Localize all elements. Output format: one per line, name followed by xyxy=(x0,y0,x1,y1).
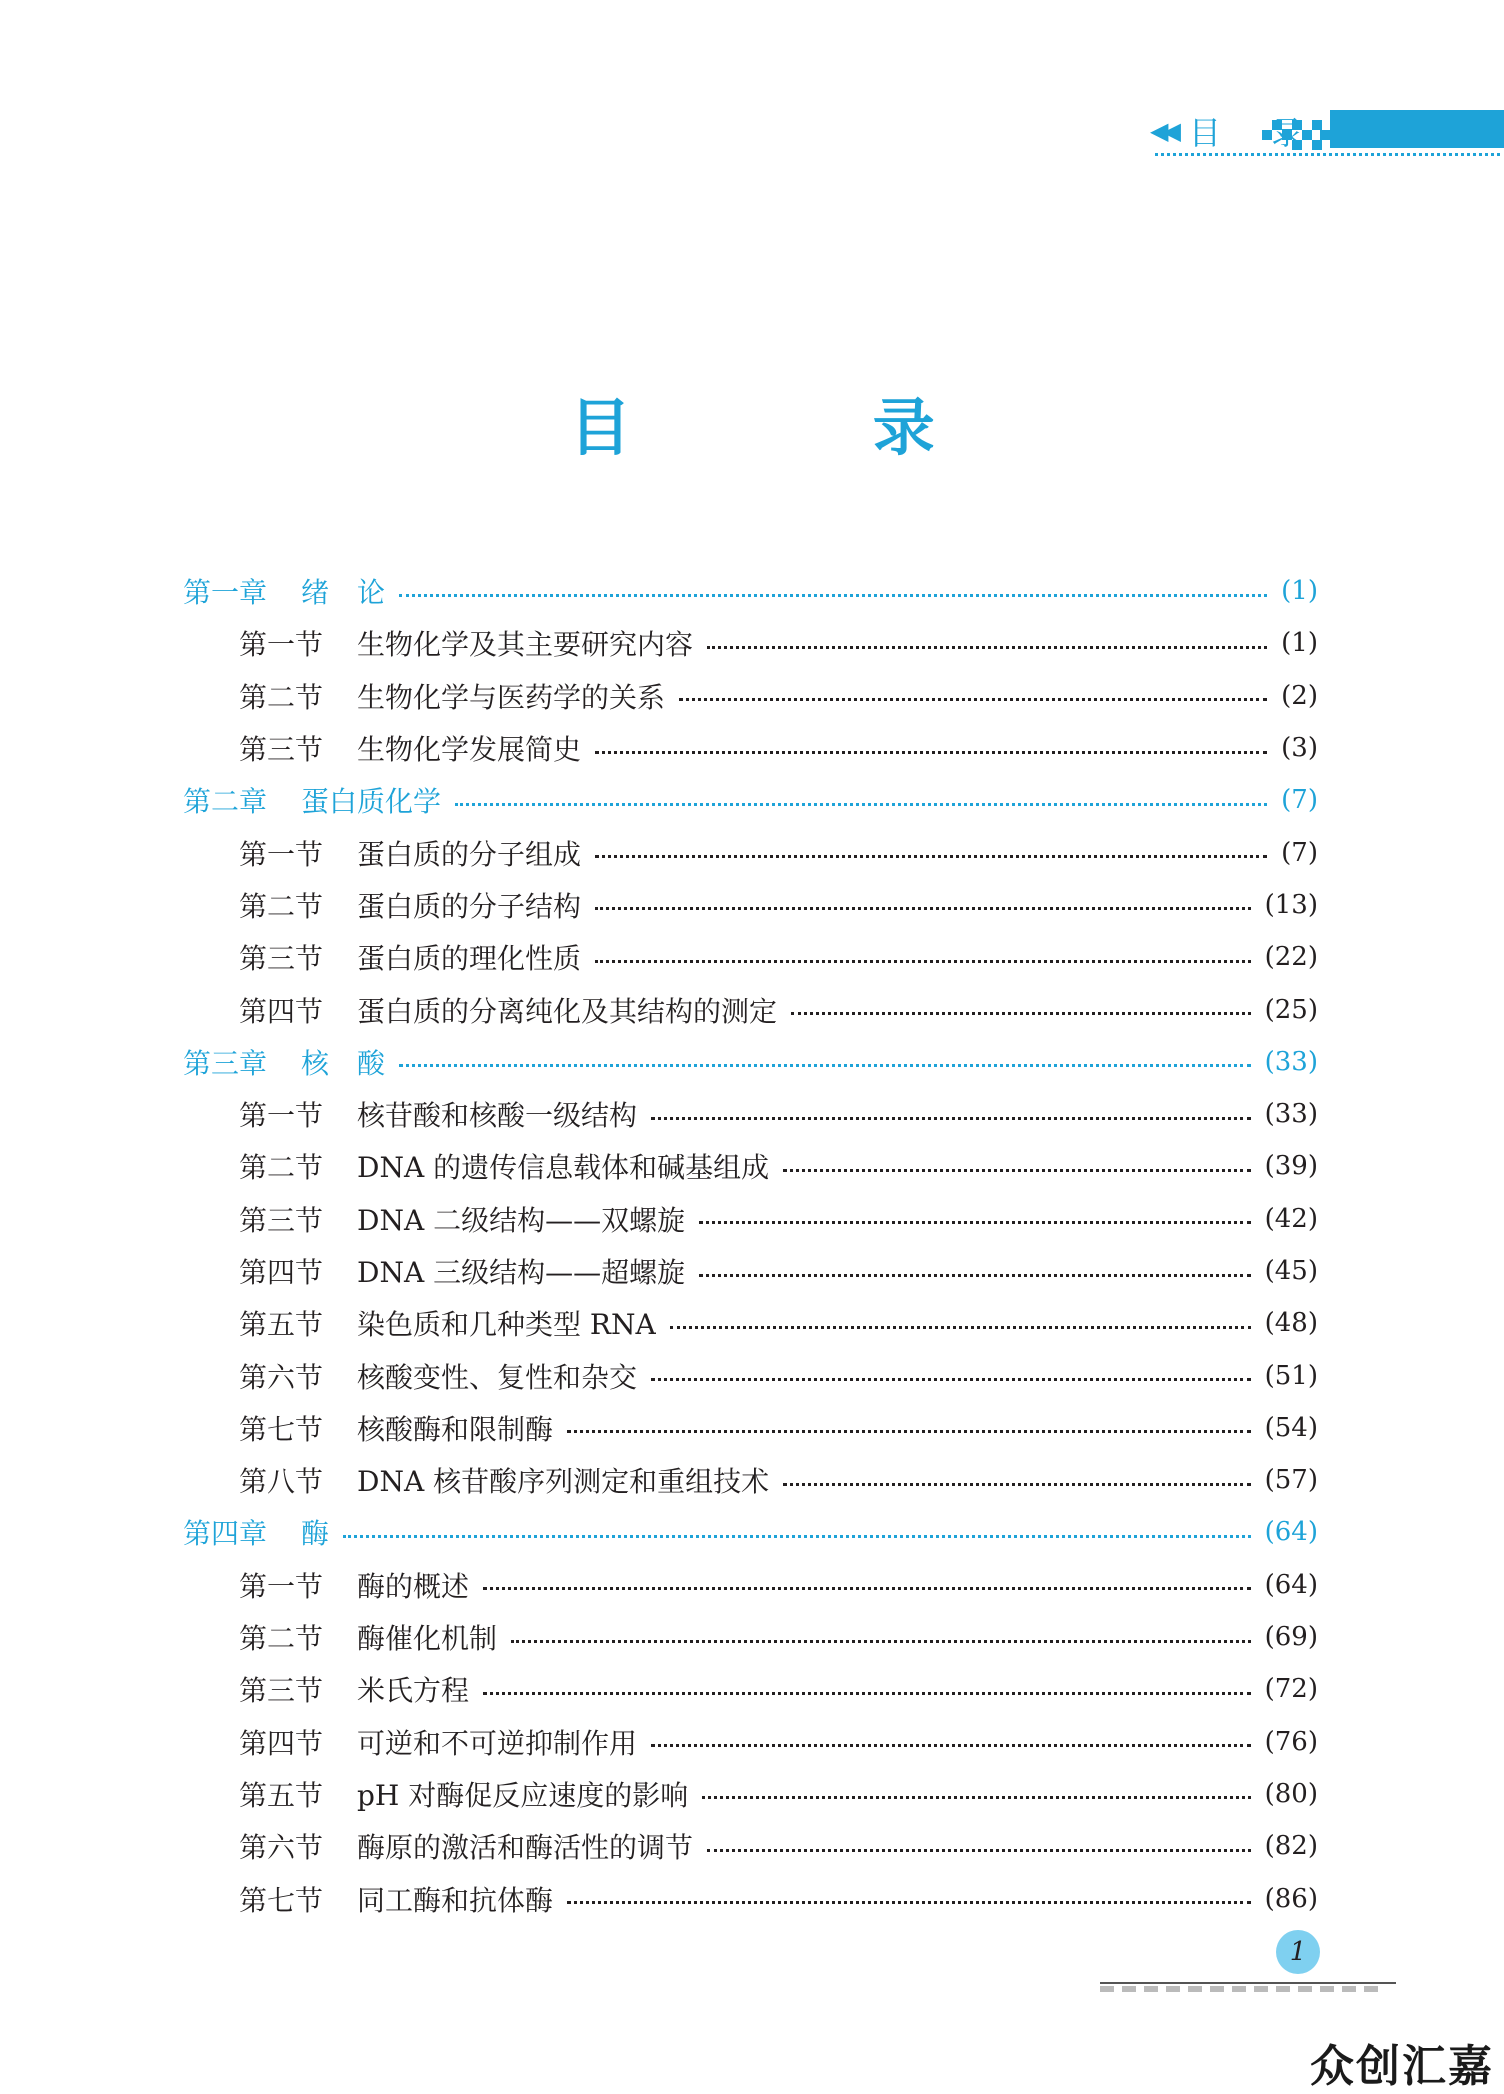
toc-page-number: (33) xyxy=(1264,1046,1318,1077)
toc-page-number: (7) xyxy=(1281,837,1318,868)
toc-section-row[interactable] xyxy=(183,1820,1318,1872)
toc-page-number: (13) xyxy=(1264,889,1318,920)
toc-section-row[interactable] xyxy=(183,1559,1318,1611)
toc-entry-number: 第一章 xyxy=(183,576,268,610)
toc-section-row[interactable] xyxy=(183,722,1318,774)
toc-entry-title: 染色质和几种类型 RNA xyxy=(357,1308,656,1342)
toc-entry-number: 第一节 xyxy=(239,1099,324,1133)
toc-entry-number: 第四章 xyxy=(183,1517,268,1551)
toc-leader-dots xyxy=(783,1483,1251,1486)
toc-page-number: (86) xyxy=(1264,1883,1318,1914)
toc-entry-title: 核酸变性、复性和杂交 xyxy=(357,1360,638,1394)
toc-leader-dots xyxy=(707,1849,1251,1852)
toc-section-row[interactable] xyxy=(183,1402,1318,1454)
toc-entry-label xyxy=(239,623,693,663)
toc-leader-dots xyxy=(670,1326,1251,1329)
toc-entry-number: 第七节 xyxy=(239,1412,324,1446)
toc-entry-number: 第三节 xyxy=(239,733,324,767)
toc-entry-label xyxy=(239,676,665,716)
toc-section-row[interactable] xyxy=(183,1716,1318,1768)
toc-leader-dots xyxy=(595,751,1267,754)
toc-entry-number: 第一节 xyxy=(239,628,324,662)
toc-entry-label xyxy=(239,1094,637,1134)
toc-entry-label xyxy=(239,1303,656,1343)
toc-leader-dots xyxy=(699,1221,1251,1224)
toc-section-row[interactable] xyxy=(183,1245,1318,1297)
toc-page-number: (33) xyxy=(1264,1099,1318,1130)
toc-leader-dots xyxy=(483,1692,1251,1695)
toc-section-row[interactable] xyxy=(183,931,1318,983)
toc-section-row[interactable] xyxy=(183,1297,1318,1349)
watermark: 众创汇嘉 xyxy=(1310,2041,1494,2092)
toc-entry-title: 生物化学与医药学的关系 xyxy=(357,680,666,714)
toc-page-number: (51) xyxy=(1264,1360,1318,1391)
toc-entry-number: 第二章 xyxy=(183,785,268,819)
toc-entry-title: 核苷酸和核酸一级结构 xyxy=(357,1099,638,1133)
toc-entry-title: 酶原的激活和酶活性的调节 xyxy=(357,1831,694,1865)
toc-entry-title: DNA 的遗传信息载体和碱基组成 xyxy=(357,1151,770,1185)
toc-page-number: (25) xyxy=(1264,994,1318,1025)
toc-leader-dots xyxy=(679,698,1267,701)
toc-entry-number: 第一节 xyxy=(239,1569,324,1603)
toc-page-number: (42) xyxy=(1264,1203,1318,1234)
toc-section-row[interactable] xyxy=(183,879,1318,931)
toc-page-number: (1) xyxy=(1281,628,1318,659)
header-blue-bar xyxy=(1330,110,1504,148)
toc-entry-number: 第四节 xyxy=(239,1726,324,1760)
toc-section-row[interactable] xyxy=(183,1193,1318,1245)
toc-leader-dots xyxy=(595,855,1267,858)
toc-entry-label xyxy=(239,990,777,1030)
toc-section-row[interactable] xyxy=(183,1872,1318,1924)
toc-entry-number: 第七节 xyxy=(239,1883,324,1917)
toc-entry-number: 第四节 xyxy=(239,1256,324,1289)
toc-page-number: (3) xyxy=(1281,733,1318,764)
toc-page-number: (48) xyxy=(1264,1308,1318,1339)
toc-leader-dots xyxy=(783,1169,1251,1172)
toc-entry-number: 第六节 xyxy=(239,1360,324,1394)
toc-entry-title: DNA 二级结构——双螺旋 xyxy=(357,1203,686,1237)
toc-entry-label xyxy=(239,937,581,977)
toc-leader-dots xyxy=(791,1012,1251,1015)
toc-entry-title: 绪 论 xyxy=(301,576,386,610)
toc-entry-title: pH 对酶促反应速度的影响 xyxy=(357,1778,689,1812)
toc-entry-title: 同工酶和抗体酶 xyxy=(357,1883,554,1917)
toc-entry-number: 第二节 xyxy=(239,1622,324,1656)
toc-leader-dots xyxy=(399,1064,1251,1067)
toc-entry-number: 第三章 xyxy=(183,1046,268,1080)
toc-entry-label xyxy=(239,1669,469,1709)
toc-section-row[interactable] xyxy=(183,617,1318,669)
toc-chapter-row[interactable] xyxy=(183,1506,1318,1558)
toc-entry-label xyxy=(239,1146,769,1186)
toc-entry-label xyxy=(239,1356,637,1396)
toc-entry-label xyxy=(239,1617,497,1657)
toc-entry-number: 第二节 xyxy=(239,680,324,714)
toc-leader-dots xyxy=(483,1587,1251,1590)
toc-section-row[interactable] xyxy=(183,1611,1318,1663)
toc-leader-dots xyxy=(707,646,1267,649)
toc-entry-label xyxy=(239,1826,693,1866)
toc-leader-dots xyxy=(511,1640,1251,1643)
toc-entry-title: 酶的概述 xyxy=(357,1569,470,1603)
toc-section-row[interactable] xyxy=(183,826,1318,878)
toc-page-number: (57) xyxy=(1264,1465,1318,1496)
toc-leader-dots xyxy=(651,1117,1251,1120)
toc-entry-label xyxy=(239,1879,553,1919)
toc-section-row[interactable] xyxy=(183,1088,1318,1140)
toc-entry-number: 第二节 xyxy=(239,889,324,923)
toc-page-number: (64) xyxy=(1264,1569,1318,1600)
toc-entry-label xyxy=(183,1042,385,1082)
double-arrow-left-icon: ◀◀ xyxy=(1150,117,1175,145)
toc-entry-number: 第三节 xyxy=(239,942,324,976)
toc-section-row[interactable] xyxy=(183,1663,1318,1715)
toc-leader-dots xyxy=(399,594,1267,597)
toc-entry-label xyxy=(239,1565,469,1605)
toc-section-row[interactable] xyxy=(183,1454,1318,1506)
toc-page-number: (64) xyxy=(1264,1517,1318,1548)
toc-page-number: (1) xyxy=(1281,576,1318,607)
toc-page-number: (80) xyxy=(1264,1778,1318,1809)
toc-page-number: (22) xyxy=(1264,942,1318,973)
toc-chapter-row[interactable] xyxy=(183,1036,1318,1088)
toc-page-number: (54) xyxy=(1264,1412,1318,1443)
toc-entry-title: 米氏方程 xyxy=(357,1674,470,1708)
toc-entry-label xyxy=(239,1774,688,1814)
toc-entry-title: 核酸酶和限制酶 xyxy=(357,1412,554,1446)
toc-entry-label xyxy=(239,833,581,873)
toc-section-row[interactable] xyxy=(183,1768,1318,1820)
toc-leader-dots xyxy=(699,1274,1251,1277)
toc-entry-label xyxy=(239,1460,769,1500)
toc-section-row[interactable] xyxy=(183,1349,1318,1401)
toc-entry-number: 第三节 xyxy=(239,1203,324,1237)
footer-stripe-decoration xyxy=(1100,1984,1390,1994)
toc-page-number: (69) xyxy=(1264,1622,1318,1653)
toc-leader-dots xyxy=(455,803,1267,806)
toc-entry-title: 酶催化机制 xyxy=(357,1622,498,1656)
toc-entry-label xyxy=(183,1512,329,1552)
toc-entry-title: 酶 xyxy=(301,1517,330,1551)
running-header xyxy=(1150,108,1323,154)
toc-leader-dots xyxy=(343,1535,1251,1538)
toc-page-number: (72) xyxy=(1264,1674,1318,1705)
toc-chapter-row[interactable] xyxy=(183,565,1318,617)
toc-entry-label xyxy=(239,1251,685,1291)
table-of-contents xyxy=(183,565,1318,1925)
toc-entry-number: 第三节 xyxy=(239,1674,324,1708)
toc-entry-title: 蛋白质的分离纯化及其结构的测定 xyxy=(357,994,778,1028)
toc-entry-title: 蛋白质化学 xyxy=(301,785,442,819)
toc-leader-dots xyxy=(595,907,1251,910)
toc-entry-label xyxy=(239,1408,553,1448)
toc-section-row[interactable] xyxy=(183,983,1318,1035)
page-title: 目 录 xyxy=(569,391,1045,464)
running-header-text: 目 录 xyxy=(1188,114,1324,152)
toc-page-number: (39) xyxy=(1264,1151,1318,1182)
page-number: 1 xyxy=(1276,1930,1320,1974)
toc-entry-number: 第六节 xyxy=(239,1831,324,1865)
toc-entry-title: DNA 核苷酸序列测定和重组技术 xyxy=(357,1465,770,1499)
toc-page-number: (82) xyxy=(1264,1831,1318,1862)
toc-leader-dots xyxy=(651,1744,1251,1747)
toc-entry-label xyxy=(183,571,385,611)
toc-entry-number: 第八节 xyxy=(239,1465,324,1499)
toc-page-number: (2) xyxy=(1281,680,1318,711)
toc-entry-title: DNA 三级结构——超螺旋 xyxy=(357,1256,686,1289)
toc-entry-title: 生物化学及其主要研究内容 xyxy=(357,628,694,662)
toc-section-row[interactable] xyxy=(183,1140,1318,1192)
toc-entry-title: 核 酸 xyxy=(301,1046,386,1080)
toc-chapter-row[interactable] xyxy=(183,774,1318,826)
toc-leader-dots xyxy=(595,960,1251,963)
toc-entry-title: 蛋白质的分子组成 xyxy=(357,837,582,871)
toc-page-number: (45) xyxy=(1264,1256,1318,1286)
toc-entry-number: 第一节 xyxy=(239,837,324,871)
toc-entry-label xyxy=(239,1722,637,1762)
toc-page-number: (76) xyxy=(1264,1726,1318,1757)
toc-entry-title: 生物化学发展简史 xyxy=(357,733,582,767)
toc-leader-dots xyxy=(651,1378,1251,1381)
toc-entry-number: 第四节 xyxy=(239,994,324,1028)
toc-entry-number: 第五节 xyxy=(239,1778,324,1812)
toc-leader-dots xyxy=(567,1430,1251,1433)
toc-entry-title: 蛋白质的分子结构 xyxy=(357,889,582,923)
toc-entry-label xyxy=(239,728,581,768)
toc-entry-label xyxy=(239,1199,685,1239)
header-dotted-rule xyxy=(1155,153,1500,156)
toc-entry-number: 第二节 xyxy=(239,1151,324,1185)
toc-entry-label xyxy=(239,885,581,925)
toc-section-row[interactable] xyxy=(183,670,1318,722)
toc-page-number: (7) xyxy=(1281,785,1318,816)
toc-leader-dots xyxy=(567,1901,1251,1904)
toc-leader-dots xyxy=(702,1796,1250,1799)
toc-entry-number: 第五节 xyxy=(239,1308,324,1342)
toc-entry-title: 蛋白质的理化性质 xyxy=(357,942,582,976)
toc-entry-title: 可逆和不可逆抑制作用 xyxy=(357,1726,638,1760)
toc-entry-label xyxy=(183,780,441,820)
